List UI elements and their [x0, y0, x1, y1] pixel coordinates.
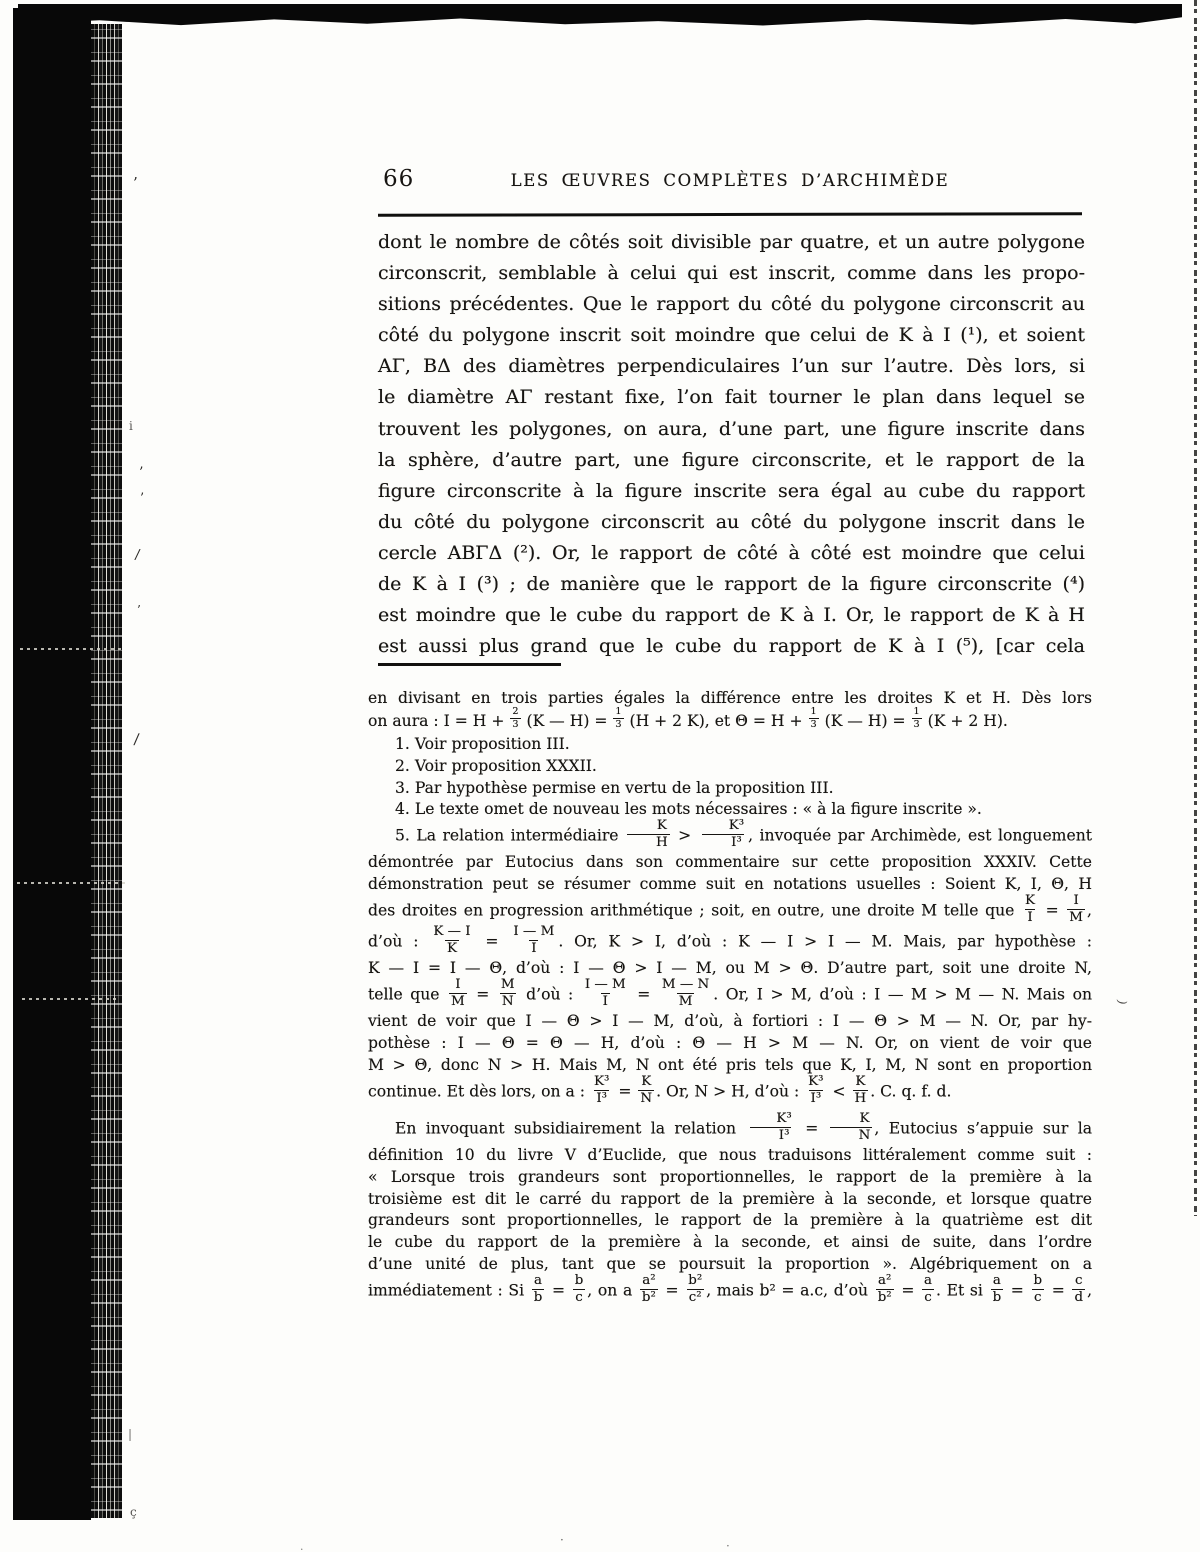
fraction: $\frac{a}{b}$	[992, 1272, 1002, 1305]
footnote-line: 1. Voir proposition III.	[395, 735, 570, 754]
footnote-line: démontrée par Eutocius dans son commentaire sur cette proposition XXXIV. Cette	[368, 853, 1092, 872]
footnote-line: des droites en progression arithmétique ; soit, en outre, une droite M telle que $\frac{K}{I}$ = $\frac{I}{M}$ ,	[368, 892, 1092, 926]
fraction: $\frac{b}{c}$	[1033, 1272, 1043, 1305]
fraction: $\frac{1}{3}$	[913, 705, 920, 731]
fraction: $\frac{K}{N}$	[640, 1073, 653, 1106]
scan-artifact: (	[1114, 998, 1129, 1006]
footnote-line: le cube du rapport de la première à la seconde, et ainsi de suite, dans l’ordre	[368, 1233, 1092, 1252]
fraction: $\frac{a}{c}$	[924, 1272, 933, 1305]
fraction: $\frac{I}{M}$	[451, 977, 465, 1010]
scan-artifact: ’	[137, 603, 141, 617]
scan-artifact: |	[128, 1427, 133, 1441]
scan-artifact: /	[133, 546, 141, 564]
footnote-line: pothèse : I — Θ = Θ — H, d’où : Θ — H > M — N. Or, on vient de voir que	[368, 1034, 1092, 1053]
body-line: de K à I (³) ; de manière que le rapport de la figure circonscrite (⁴)	[378, 573, 1085, 596]
fraction: $\frac{\text{a²}}{\text{b²}}$	[641, 1272, 656, 1305]
fraction: $\frac{1}{3}$	[615, 705, 622, 731]
gutter-texture	[91, 24, 122, 1518]
scan-artifact: ç	[130, 1505, 137, 1519]
fraction: $\frac{M}{N}$	[500, 977, 515, 1010]
body-line: côté du polygone inscrit soit moindre que celui de K à I (¹), et soient	[378, 324, 1085, 347]
gutter-scratch	[20, 648, 124, 650]
fraction: $\frac{2}{3}$	[512, 705, 519, 731]
header-rule	[378, 212, 1082, 216]
footnote-line: continue. Et dès lors, on a : $\frac{\text{K³}}{\text{I³}}$ = $\frac{K}{N}$ . Or, N > H, d’où : $\frac{\text{K³}}{\text{I³}}$ < $\frac{K}{H}$ . C. q. f. d.	[368, 1073, 952, 1106]
main-text	[378, 227, 1085, 662]
footnote-line: K — I = I — Θ, d’où : I — Θ > I — M, ou M > Θ. D’autre part, soit une droite N,	[368, 959, 1092, 978]
fraction: $\frac{K}{I}$	[1024, 892, 1035, 926]
fraction: $\frac{\text{K³}}{\text{I³}}$	[808, 1073, 824, 1106]
page-number: 66	[383, 166, 415, 192]
body-line: est moindre que le cube du rapport de K à I. Or, le rapport de K à H	[378, 604, 1085, 627]
footnote-line: grandeurs sont proportionnelles, le rapport de la première à la quatrième est dit	[368, 1211, 1092, 1230]
footnote-line: 4. Le texte omet de nouveau les mots nécessaires : « à la figure inscrite ».	[395, 800, 982, 819]
body-line: cercle ABΓΔ (²). Or, le rapport de côté à côté est moindre que celui	[378, 541, 1085, 564]
fraction: $\frac{c}{d}$	[1074, 1272, 1084, 1305]
scan-artifact: ·	[300, 1543, 304, 1552]
fraction: $\frac{I — M}{I}$	[513, 924, 555, 957]
footnote-separator	[378, 663, 561, 666]
footnote-line: d’une unité de plus, tant que se poursuit la proportion ». Algébriquement on a	[368, 1254, 1092, 1273]
body-line: du côté du polygone circonscrit au côté du polygone inscrit dans le	[378, 510, 1085, 533]
scan-artifact: ·	[560, 1533, 564, 1547]
fraction: $\frac{I}{M}$	[1069, 892, 1084, 926]
scan-artifact: ·	[726, 1539, 730, 1552]
footnote-line: d’où : $\frac{K — I}{K}$ = $\frac{I — M}{I}$ . Or, K > I, d’où : K — I > I — M. Mais, par hypothèse :	[368, 924, 1092, 957]
body-line: AΓ, BΔ des diamètres perpendiculaires l’un sur l’autre. Dès lors, si	[378, 355, 1085, 378]
footnote-line: « Lorsque trois grandeurs sont proportionnelles, le rapport de la première à la	[368, 1167, 1092, 1186]
running-title: LES ŒUVRES COMPLÈTES D’ARCHIMÈDE	[510, 171, 950, 190]
body-line: la sphère, d’autre part, une figure circonscrite, et le rapport de la	[378, 448, 1085, 471]
scan-artifact: ’	[133, 174, 138, 192]
fraction: $\frac{\text{K³}}{\text{I³}}$	[700, 819, 746, 850]
body-line: circonscrit, semblable à celui qui est inscrit, comme dans les propo-	[378, 262, 1085, 285]
body-line: trouvent les polygones, on aura, d’une part, une figure inscrite dans	[378, 417, 1085, 440]
fraction: $\frac{\text{a²}}{\text{b²}}$	[877, 1272, 892, 1305]
book-gutter-band	[13, 8, 91, 1520]
body-line: figure circonscrite à la figure inscrite sera égal au cube du rapport	[378, 479, 1085, 502]
fraction: $\frac{K — I}{K}$	[433, 924, 471, 957]
footnote-line: 3. Par hypothèse permise en vertu de la proposition III.	[395, 778, 834, 797]
fraction: $\frac{\text{b²}}{\text{c²}}$	[688, 1272, 703, 1305]
footnotes	[368, 688, 1092, 1307]
fraction: $\frac{K}{H}$	[854, 1073, 867, 1106]
footnote-line: immédiatement : Si $\frac{a}{b}$ = $\frac{b}{c}$ , on a $\frac{\text{a²}}{\text{b²}}$ = $\frac{\text{b²}}{\text{c²}}$ , mais b² = a.c, d’où $\frac{\text{a²}}{\text{b²}}$ = $\frac{a}{c}$ . Et si $\frac{a}{b}$ = $\frac{b}{c}$ = $\frac{c}{d}$ ,	[368, 1272, 1093, 1305]
footnote-line: 2. Voir proposition XXXII.	[395, 756, 597, 775]
footnote-line: troisième est dit le carré du rapport de la première à la seconde, et lorsque quatre	[368, 1189, 1092, 1208]
scan-artifact: i	[129, 419, 133, 433]
fraction: $\frac{M — N}{M}$	[661, 977, 710, 1010]
footnote-line: 5. La relation intermédiaire $\frac{K}{H}$ > $\frac{\text{K³}}{\text{I³}}$ , invoquée par Archimède, est longuement	[395, 818, 1093, 851]
fraction: $\frac{I — M}{I}$	[584, 977, 626, 1010]
body-line: le diamètre AΓ restant fixe, l’on fait tourner le plan dans lequel se	[378, 386, 1085, 409]
body-line: est aussi plus grand que le cube du rapport de K à I (⁵), [car cela	[378, 635, 1085, 658]
footnote-line: définition 10 du livre V d’Euclide, que nous traduisons littéralement comme suit :	[368, 1145, 1092, 1164]
footnote-line: En invoquant subsidiairement la relation $\frac{\text{K³}}{\text{I³}}$ = $\frac{K}{N}$ , Eutocius s’appuie sur la	[395, 1110, 1092, 1143]
body-line: sitions précédentes. Que le rapport du côté du polygone circonscrit au	[378, 293, 1085, 316]
footnote-line: vient de voir que I — Θ > I — M, d’où, à fortiori : I — Θ > M — N. Or, par hy-	[368, 1012, 1092, 1031]
footnote-line: M > Θ, donc N > H. Mais M, N ont été pris tels que K, I, M, N sont en proportion	[368, 1055, 1092, 1074]
gutter-scratch	[17, 882, 127, 884]
footnote-line: démonstration peut se résumer comme suit en notations usuelles : Soient K, I, Θ, H	[368, 875, 1092, 894]
gutter-scratch	[22, 998, 118, 1000]
scan-right-edge	[1194, 0, 1197, 1216]
body-line: dont le nombre de côtés soit divisible par quatre, et un autre polygone	[378, 231, 1085, 253]
footnote-line: on aura : I = H + $\frac{2}{3}$ (K — H) = $\frac{1}{3}$ (H + 2 K), et Θ = H + $\frac{1}{3}$ (K — H) = $\frac{1}{3}$ (K + 2 H).	[368, 705, 1008, 731]
scan-artifact: ’	[139, 465, 144, 481]
scan-artifact: ’	[140, 491, 145, 506]
fraction: $\frac{\text{K³}}{\text{I³}}$	[594, 1073, 610, 1106]
scan-top-edge	[18, 4, 1182, 26]
fraction: $\frac{K}{N}$	[830, 1112, 873, 1143]
fraction: $\frac{b}{c}$	[574, 1272, 584, 1305]
footnote-line: en divisant en trois parties égales la différence entre les droites K et H. Dès lors	[368, 689, 1092, 707]
fraction: $\frac{\text{K³}}{\text{I³}}$	[747, 1112, 793, 1143]
scan-artifact: /	[133, 729, 141, 749]
footnote-line: telle que $\frac{I}{M}$ = $\frac{M}{N}$ d’où : $\frac{I — M}{I}$ = $\frac{M — N}{M}$ . Or, I > M, d’où : I — M > M — N. Mais on	[368, 977, 1093, 1010]
fraction: $\frac{K}{H}$	[627, 819, 670, 850]
fraction: $\frac{1}{3}$	[810, 705, 817, 731]
fraction: $\frac{a}{b}$	[533, 1272, 543, 1305]
